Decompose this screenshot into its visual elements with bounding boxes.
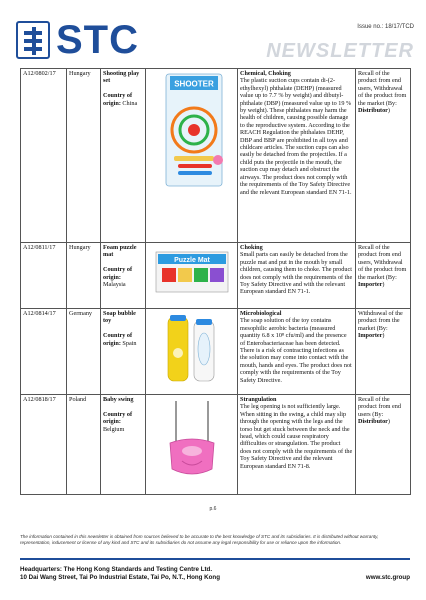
risk-title: Strangulation <box>240 396 277 403</box>
product-name: Foam puzzle mat <box>103 244 137 259</box>
risk-description: The leg opening is not sufficiently large. When sitting in the swing, a child may slip through the opening with the legs and the torso but get stuck between the neck and the head, which could cause respiratory difficulties or strangulation. The product does not comply with the requirements of the Toy Safety Directive and the relevant European standard EN 71-8. <box>240 403 353 470</box>
risk-cell <box>238 69 356 243</box>
measure-text: Recall of the product from end users, Withdrawal of the product from the market (By: <box>358 70 407 107</box>
country-cell: Germany <box>67 309 101 395</box>
package-title: SHOOTER <box>174 79 214 89</box>
measure-text: Recall of the product from end users, Withdrawal of the product from the market (By: <box>358 244 407 281</box>
package-title: Puzzle Mat <box>173 257 210 264</box>
risk-cell <box>238 243 356 309</box>
page-number: p.6 <box>209 506 217 512</box>
soap-bubble-image <box>154 313 230 387</box>
origin-label: Country of origin: <box>103 410 133 426</box>
measure-cell: Recall of the product from end users (By: Distributor) <box>356 395 411 495</box>
origin-value: Spain <box>122 339 137 347</box>
risk-title: Chemical, Choking <box>240 70 291 77</box>
product-name: Baby swing <box>103 396 134 403</box>
product-name: Shooting play set <box>103 70 140 85</box>
risk-cell <box>238 395 356 495</box>
logo-text: STC <box>56 18 139 62</box>
origin-label: Country of origin: <box>103 332 133 347</box>
country-cell: Hungary <box>67 243 101 309</box>
product-cell <box>101 69 146 243</box>
risk-title: Microbiological <box>240 310 282 317</box>
table-row <box>21 395 411 495</box>
measure-text: Recall of the product from end users (By: <box>358 396 401 418</box>
product-name: Soap bubble toy <box>103 310 136 325</box>
country-cell: Poland <box>67 395 101 495</box>
risk-description: The soap solution of the toy contains mesophilic aerobic bacteria (measured quantity 6.8 x 10⁸ cfu/ml) and the presence of Enterobacteriaceae has been detected. There is a risk of contracting infections as the solution may come into contact with the mouth, hands and eyes. The product does not comply with the requirements of the Toy Safety Directive. <box>240 317 352 384</box>
product-cell <box>101 309 146 395</box>
measure-cell: Withdrawal of the product from the market (By: Importer) <box>356 309 411 395</box>
origin-value: Belgium <box>103 425 125 433</box>
product-cell <box>101 243 146 309</box>
country-cell: Hungary <box>67 69 101 243</box>
footer-divider <box>20 558 410 560</box>
newsletter-banner: NEWSLETTER <box>266 40 414 62</box>
table-row <box>21 69 411 243</box>
stc-emblem-icon <box>16 21 50 59</box>
risk-description: The plastic suction cups contain di-(2-ethylhexyl) phthalate (DEHP) (measured value up to 7.7 % by weight) and dibutyl-phthalate (DBP) (measured value up to 19 % by weight). These phthalates may harm the health of children, causing possible damage to the reproductive system. According to the REACH Regulation the phthalates DEHP, DBP and BBP are prohibited in all toys and childcare articles. The suction cups can also easily be detached from the projectiles. If a child puts the projectile in the mouth, the suction cup may detach and obstruct the airways. The product does not comply with the requirements of the Toy Safety Directive and the relevant European standard EN 71-1. <box>240 77 352 196</box>
measure-cell: Recall of the product from end users, Withdrawal of the product from the market (By: Distributor) <box>356 69 411 243</box>
stc-logo <box>16 20 139 60</box>
baby-swing-image <box>154 399 230 487</box>
origin-value: Malaysia <box>103 281 126 289</box>
ref-cell: A12/0811/17 <box>21 243 67 309</box>
product-image-cell <box>146 395 238 495</box>
puzzle-mat-image <box>154 248 230 296</box>
risk-title: Choking <box>240 244 263 251</box>
ref-cell: A12/0802/17 <box>21 69 67 243</box>
table-row <box>21 243 411 309</box>
measure-by: Importer <box>358 332 383 340</box>
ref-cell: A12/0814/17 <box>21 309 67 395</box>
product-image-cell <box>146 309 238 395</box>
measure-by: Distributor <box>358 107 388 115</box>
origin-label: Country of origin: <box>103 92 133 107</box>
risk-cell <box>238 309 356 395</box>
disclaimer-text: The information contained in this newsletter is obtained from sources believed to be accurate to the best knowledge of STC and its subsidiaries. It is distributed without warranty, representation, inducement or license of any kind and STC and its subsidiaries do not assume any legal responsibility for use or reliance upon the information. <box>20 534 379 545</box>
product-cell <box>101 395 146 495</box>
table-row <box>21 309 411 395</box>
origin-value: China <box>122 99 138 107</box>
product-image-cell <box>146 69 238 243</box>
hq-line-1: Headquarters: The Hong Kong Standards and Testing Centre Ltd. <box>20 566 213 573</box>
headquarters-address <box>20 566 220 582</box>
measure-text: Withdrawal of the product from the market (By: <box>358 310 403 332</box>
issue-number: Issue no.: 18/17/TCD <box>357 24 414 30</box>
website-link[interactable]: www.stc.group <box>365 574 410 581</box>
origin-label: Country of origin: <box>103 266 133 281</box>
product-image-cell <box>146 243 238 309</box>
recall-table <box>20 68 411 495</box>
shooting-set-image <box>148 72 236 190</box>
measure-by: Distributor <box>358 418 388 426</box>
measure-cell: Recall of the product from end users, Withdrawal of the product from the market (By: Importer) <box>356 243 411 309</box>
risk-description: Small parts can easily be detached from the puzzle mat and put in the mouth by small children, causing them to choke. The product does not comply with the requirements of the Toy Safety Directive and with the relevant European standard EN 71-1. <box>240 251 353 296</box>
measure-by: Importer <box>358 281 383 289</box>
ref-cell: A12/0818/17 <box>21 395 67 495</box>
hq-line-2: 10 Dai Wang Street, Tai Po Industrial Estate, Tai Po, N.T., Hong Kong <box>20 574 220 581</box>
